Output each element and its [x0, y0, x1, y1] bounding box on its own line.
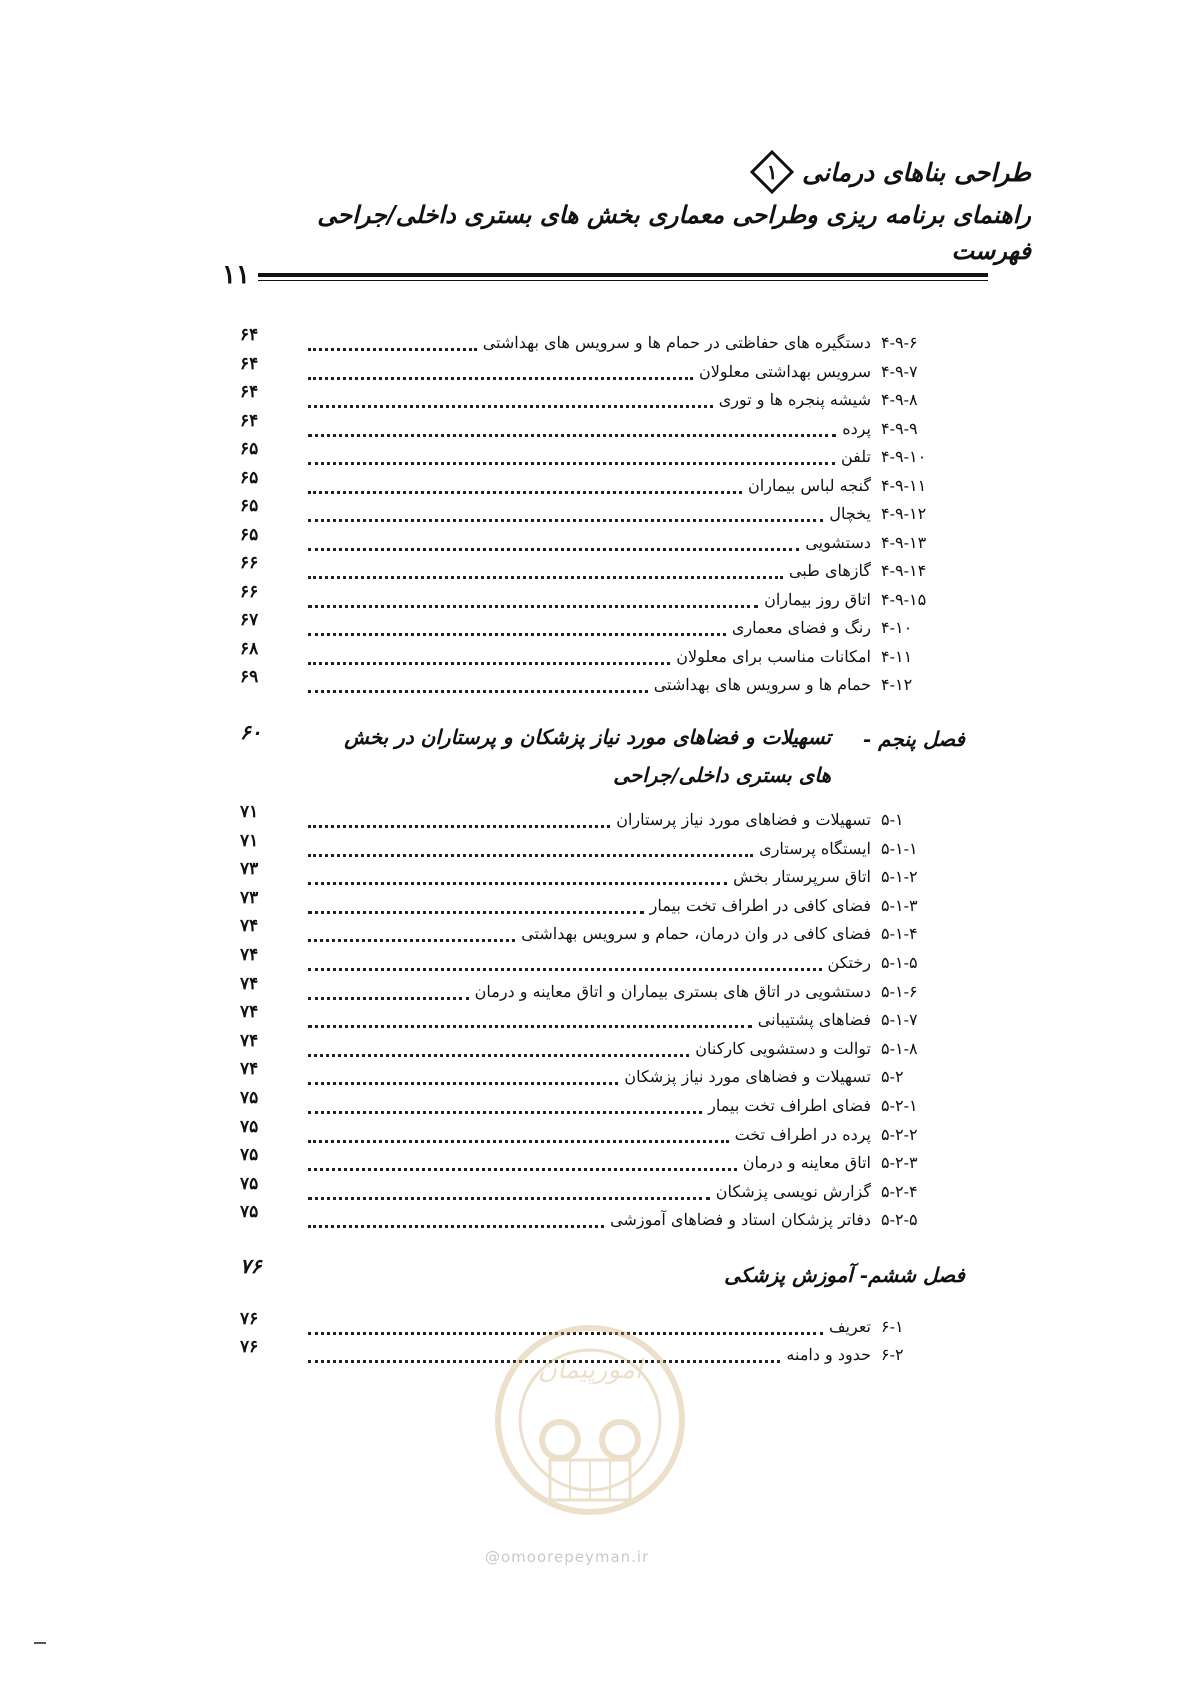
toc-entry-number: ۴-۹-۶ [881, 333, 918, 352]
toc-entry-title: گزارش نویسی پزشکان [715, 1181, 871, 1201]
toc-entry-title: تسهیلات و فضاهای مورد نیاز پزشکان [624, 1067, 871, 1087]
toc-entry-page: ۶۴ [240, 353, 259, 374]
toc-entry-title: فضاهای پشتیبانی [757, 1010, 871, 1030]
toc-entry [0, 382, 1191, 420]
toc-entry-page: ۷۴ [240, 1030, 259, 1051]
toc-entry-page: ۶۵ [240, 467, 259, 488]
series-number: ۱ [766, 160, 778, 184]
toc-entry-page: ۷۱ [240, 830, 259, 851]
toc-entry [0, 439, 1191, 477]
toc-dot-leader [308, 817, 610, 828]
toc-entry-page: ۷۵ [240, 1088, 259, 1108]
toc-dot-leader [308, 1132, 729, 1143]
toc-entry-number: ۴-۹-۱۱ [881, 475, 927, 495]
toc-entry-number: ۵-۲-۴ [881, 1181, 918, 1201]
toc-entry-title: فضای کافی در وان درمان، حمام و سرویس بهداشتی [521, 924, 871, 944]
toc-entry-page: ۷۴ [240, 945, 259, 965]
toc-entry-title: حدود و دامنه [786, 1345, 871, 1364]
toc-entry-page: ۶۶ [240, 553, 259, 573]
toc-entry-number: ۶-۲ [881, 1345, 904, 1364]
chapter-5-title: تسهیلات و فضاهای مورد نیاز پزشکان و پرستاران در بخش های بستری داخلی/جراحی [344, 725, 831, 787]
toc-dot-leader [308, 540, 799, 551]
toc-dot-leader [308, 426, 836, 437]
toc-entry-number: ۵-۲-۱ [881, 1096, 918, 1115]
toc-dot-leader [308, 960, 822, 971]
chapter-6-label: فصل ششم- آموزش پزشکی [724, 1263, 965, 1287]
toc-entry-number: ۵-۱-۱ [881, 838, 918, 858]
toc-dot-leader [308, 1217, 604, 1228]
toc-entry-number: ۴-۱۱ [881, 646, 913, 666]
toc-entry-page: ۷۴ [240, 1002, 259, 1023]
toc-dot-leader [308, 597, 758, 608]
toc-entry-title: تلفن [840, 447, 871, 466]
toc-entry-title: یخچال [829, 504, 871, 523]
toc-entry-title: تعریف [828, 1317, 871, 1336]
toc-entry [0, 581, 1191, 620]
toc-entry-page: ۶۴ [240, 382, 259, 402]
toc-entry [0, 830, 1191, 869]
toc-entry-number: ۴-۹-۱۳ [881, 532, 927, 552]
watermark-text: @omoorepeyman.ir [485, 1548, 650, 1566]
toc-entry-number: ۴-۱۲ [881, 675, 913, 694]
toc-entry-title: پرده [842, 418, 871, 438]
toc-entry-title: تسهیلات و فضاهای مورد نیاز پرستاران [616, 810, 871, 829]
toc-dot-leader [308, 903, 644, 914]
toc-entry-title: دستشویی در اتاق های بستری بیماران و اتاق معاینه و درمان [474, 981, 871, 1001]
toc-entry-page: ۷۴ [240, 973, 259, 994]
chapter-6-page: ۷۶ [240, 1254, 262, 1278]
toc-entry-number: ۵-۱-۳ [881, 895, 918, 915]
toc-entry-number: ۵-۱-۲ [881, 867, 918, 887]
toc-entry-title: رنگ و فضای معماری [731, 618, 871, 637]
toc-entry [0, 1173, 1191, 1212]
toc-entry [0, 496, 1191, 534]
toc-dot-leader [308, 1189, 710, 1200]
page-number: ۱۱ [222, 260, 250, 290]
series-title: طراحی بناهای درمانی [802, 157, 1031, 187]
toc-entry-page: ۶۵ [240, 439, 259, 459]
toc-entry-page: ۷۴ [240, 1059, 259, 1080]
toc-entry-page: ۶۹ [240, 667, 259, 687]
toc-dot-leader [308, 931, 515, 942]
toc-dot-leader [308, 1017, 752, 1028]
toc-dot-leader [308, 454, 835, 465]
toc-entry-page: ۷۶ [240, 1337, 259, 1357]
toc-dot-leader [308, 568, 783, 579]
toc-entry-title: فضای اطراف تخت بیمار [708, 1096, 871, 1115]
toc-dot-leader [308, 1074, 618, 1085]
toc-entry-page: ۷۱ [240, 802, 259, 822]
toc-entry [0, 353, 1191, 392]
toc-dot-leader [308, 483, 742, 494]
toc-entry-title: ایستگاه پرستاری [759, 838, 871, 858]
toc-entry-page: ۶۵ [240, 496, 259, 516]
toc-entry [0, 524, 1191, 563]
toc-entry [0, 1145, 1191, 1183]
toc-entry-title: اتاق سرپرستار بخش [733, 867, 871, 887]
toc-entry-number: ۴-۹-۱۰ [881, 447, 927, 466]
toc-entry-number: ۴-۹-۱۲ [881, 504, 927, 523]
toc-dot-leader [308, 511, 823, 522]
toc-entry-number: ۴-۱۰ [881, 618, 913, 637]
toc-entry-number: ۵-۱-۴ [881, 924, 918, 944]
toc-entry-number: ۴-۹-۹ [881, 418, 918, 438]
toc-entry-number: ۵-۱-۷ [881, 1010, 918, 1030]
toc-entry [0, 553, 1191, 591]
toc-entry-page: ۶۴ [240, 410, 259, 431]
toc-dot-leader [308, 1046, 689, 1057]
toc-entry-number: ۴-۹-۱۵ [881, 589, 927, 609]
toc-entry-title: گازهای طبی [788, 561, 871, 580]
toc-entry-title: گنجه لباس بیماران [748, 475, 871, 495]
toc-dot-leader [308, 1103, 702, 1114]
toc-entry-page: ۶۴ [240, 325, 259, 345]
toc-entry-page: ۷۳ [240, 859, 259, 880]
toc-entry [0, 945, 1191, 983]
toc-entry [0, 1030, 1191, 1069]
toc-entry-page: ۷۵ [240, 1145, 259, 1166]
toc-entry [0, 1088, 1191, 1126]
toc-entry-number: ۵-۲-۳ [881, 1153, 918, 1173]
toc-entry-title: اتاق روز بیماران [764, 589, 871, 609]
toc-entry-page: ۶۷ [240, 610, 259, 630]
toc-entry-page: ۷۶ [240, 1309, 259, 1329]
toc-entry-number: ۶-۱ [881, 1317, 904, 1336]
toc-entry-title: اتاق معاینه و درمان [742, 1153, 871, 1173]
toc-dot-leader [308, 397, 713, 408]
toc-entry-page: ۶۵ [240, 524, 259, 545]
toc-entry [0, 667, 1191, 705]
toc-entry [0, 887, 1191, 926]
toc-entry [0, 1202, 1191, 1240]
toc-entry-number: ۵-۱-۵ [881, 953, 918, 972]
section-title: فهرست [951, 236, 1031, 265]
toc-entry-page: ۷۵ [240, 1116, 259, 1137]
toc-entry [0, 638, 1191, 677]
toc-entry-number: ۵-۲-۲ [881, 1124, 918, 1144]
toc-entry-page: ۷۵ [240, 1173, 259, 1194]
toc-entry-page: ۶۸ [240, 638, 259, 659]
chapter-5-label: فصل پنجم - [862, 727, 965, 751]
corner-mark [34, 1642, 46, 1644]
toc-entry-page: ۷۴ [240, 916, 259, 937]
chapter-5-page: ۶۰ [240, 720, 262, 744]
toc-entry-number: ۵-۱-۶ [881, 981, 918, 1001]
toc-entry-title: فضای کافی در اطراف تخت بیمار [649, 895, 871, 915]
toc-entry-title: دستشویی [805, 532, 871, 552]
toc-entry [0, 973, 1191, 1012]
toc-dot-leader [308, 340, 477, 351]
toc-dot-leader [308, 654, 670, 665]
toc-entry-page: ۷۵ [240, 1202, 259, 1223]
toc-dot-leader [308, 682, 648, 693]
toc-entry-number: ۵-۲-۵ [881, 1210, 918, 1230]
toc-entry-number: ۴-۹-۸ [881, 390, 918, 409]
toc-dot-leader [308, 989, 469, 1000]
toc-entry-title: سرویس بهداشتی معلولان [699, 361, 871, 381]
toc-entry [0, 859, 1191, 897]
toc-entry-title: امکانات مناسب برای معلولان [676, 646, 871, 666]
book-title: راهنمای برنامه ریزی وطراحی معماری بخش های بستری داخلی/جراحی [317, 200, 1031, 229]
toc-entry [0, 1059, 1191, 1097]
toc-dot-leader [308, 369, 693, 380]
toc-entry-page: ۶۶ [240, 581, 259, 602]
toc-entry [0, 802, 1191, 840]
toc-dot-leader [308, 874, 727, 885]
toc-entry-title: رختکن [827, 953, 871, 972]
toc-entry [0, 610, 1191, 648]
toc-dot-leader [308, 625, 726, 636]
toc-entry [0, 1002, 1191, 1040]
toc-entry-title: پرده در اطراف تخت [734, 1124, 871, 1144]
toc-entry [0, 1116, 1191, 1155]
toc-dot-leader [308, 846, 753, 857]
toc-entry-number: ۵-۱-۸ [881, 1038, 918, 1058]
toc-entry-number: ۴-۹-۱۴ [881, 561, 927, 580]
toc-entry [0, 467, 1191, 506]
toc-entry-title: حمام ها و سرویس های بهداشتی [653, 675, 871, 694]
toc-dot-leader [308, 1160, 737, 1171]
toc-entry-title: توالت و دستشویی کارکنان [695, 1038, 871, 1058]
toc-entry-number: ۴-۹-۷ [881, 361, 918, 381]
watermark-logo-word: امورپیمان [537, 1355, 643, 1385]
toc-entry [0, 410, 1191, 449]
toc-entry [0, 325, 1191, 363]
toc-entry-title: دفاتر پزشکان استاد و فضاهای آموزشی [610, 1210, 871, 1230]
toc-entry-number: ۵-۲ [881, 1067, 904, 1087]
watermark-logo [490, 1320, 690, 1550]
toc-entry-number: ۵-۱ [881, 810, 904, 829]
toc-entry [0, 916, 1191, 954]
toc-entry-title: شیشه پنجره ها و توری [718, 390, 871, 409]
toc-entry-page: ۷۳ [240, 887, 259, 908]
toc-entry-title: دستگیره های حفاظتی در حمام ها و سرویس های بهداشتی [482, 333, 871, 352]
